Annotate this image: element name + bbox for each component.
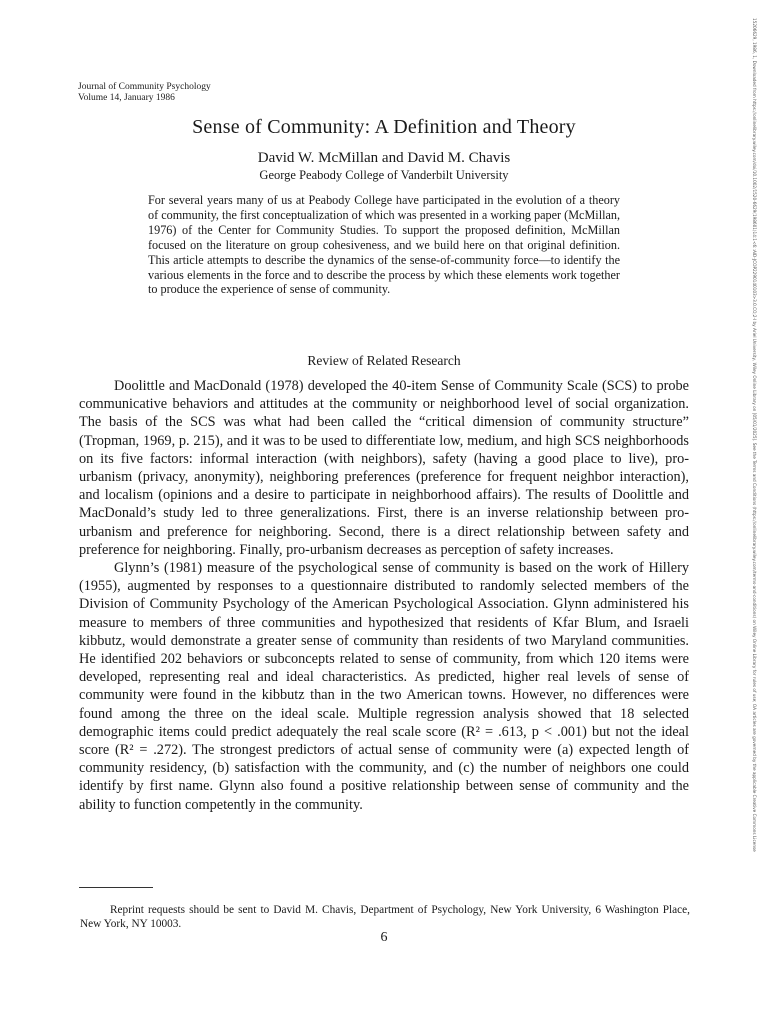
journal-header	[78, 82, 211, 104]
author-affiliation: George Peabody College of Vanderbilt University	[259, 168, 509, 182]
footnote-rule	[79, 887, 153, 888]
section-heading: Review of Related Research	[307, 353, 461, 368]
journal-volume: Volume 14, January 1986	[78, 93, 175, 103]
footnote: Reprint requests should be sent to David M. Chavis, Department of Psychology, New York University, 6 Washington Place, New York, NY 10003.	[80, 904, 690, 930]
page-number: 6	[380, 930, 388, 945]
download-notice-text: 15206629, 1986, 1, Downloaded from https://onlinelibrary.wiley.com/doi/10.1002/1520-6629(198601)14:1<6::AID-JCOP2290140103>3.0.CO;2-I by Ariel University, Wiley Online Library on [05/01/2025]. See the Terms and Conditions (https://onlinelibrary.wiley.com/terms-and-conditions) on Wiley Online Library for rules of use; OA articles are governed by the applicable Creative Commons License	[752, 18, 757, 852]
journal-name: Journal of Community Psychology	[78, 82, 211, 92]
body-paragraph: Doolittle and MacDonald (1978) developed the 40-item Sense of Community Scale (SCS) to probe communicative behaviors and attitudes at the community or neighborhood level of social organization. The basis of the SCS was what had been called the “critical dimension of community structure” (Tropman, 1969, p. 215), and it was to be used to differentiate low, medium, and high SCS neighborhoods on its five factors: informal interaction (with neighbors), safety (having a good place to live), pro-urbanism (privacy, anonymity), neighboring preferences (preference for frequent neighbor interaction), and localism (opinions and a desire to participate in neighborhood affairs). The results of Doolittle and MacDonald’s study led to three generalizations. First, there is an inverse relationship between pro-urbanism and preference for neighboring. Second, there is a direct relationship between safety and preference for neighboring. Finally, pro-urbanism decreases as perception of safety increases.	[79, 378, 689, 558]
abstract: For several years many of us at Peabody College have participated in the evolution of a theory of community, the first conceptualization of which was presented in a working paper (McMillan, 1976) of the Center for Community Studies. To support the proposed definition, McMillan focused on the literature on group cohesiveness, and we build here on that original definition. This article attempts to describe the dynamics of the sense-of-community force—to identify the various elements in the force and to describe the process by which these elements work together to produce the experience of sense of community.	[148, 193, 621, 297]
download-notice-margin	[751, 18, 763, 1008]
article-authors: David W. McMillan and David M. Chavis	[257, 150, 511, 166]
article-title: Sense of Community: A Definition and Theory	[192, 116, 576, 138]
body-text	[79, 377, 689, 814]
body-paragraph: Glynn’s (1981) measure of the psychological sense of community is based on the work of Hillery (1955), augmented by responses to a questionnaire distributed to randomly selected members of the Division of Community Psychology of the American Psychological Association. Glynn administered his measure to members of three communities and hypothesized that residents of Kfar Blum, and Israeli kibbutz, would demonstrate a greater sense of community than residents of two Maryland communities. He identified 202 behaviors or subconcepts related to sense of community, from which 120 items were developed, representing real and ideal characteristics. As predicted, higher real levels of sense of community were found in the kibbutz than in the two American towns. However, no differences were found among the three on the ideal scale. Multiple regression analysis showed that 18 selected demographic items could predict adequately the real scale score (R² = .613, p < .001) but not the ideal score (R² = .272). The strongest predictors of actual sense of community were (a) expected length of community residency, (b) satisfaction with the community, and (c) the number of neighbors one could identify by first name. Glynn also found a positive relationship between sense of community and the ability to function competently in the community.	[79, 560, 689, 813]
